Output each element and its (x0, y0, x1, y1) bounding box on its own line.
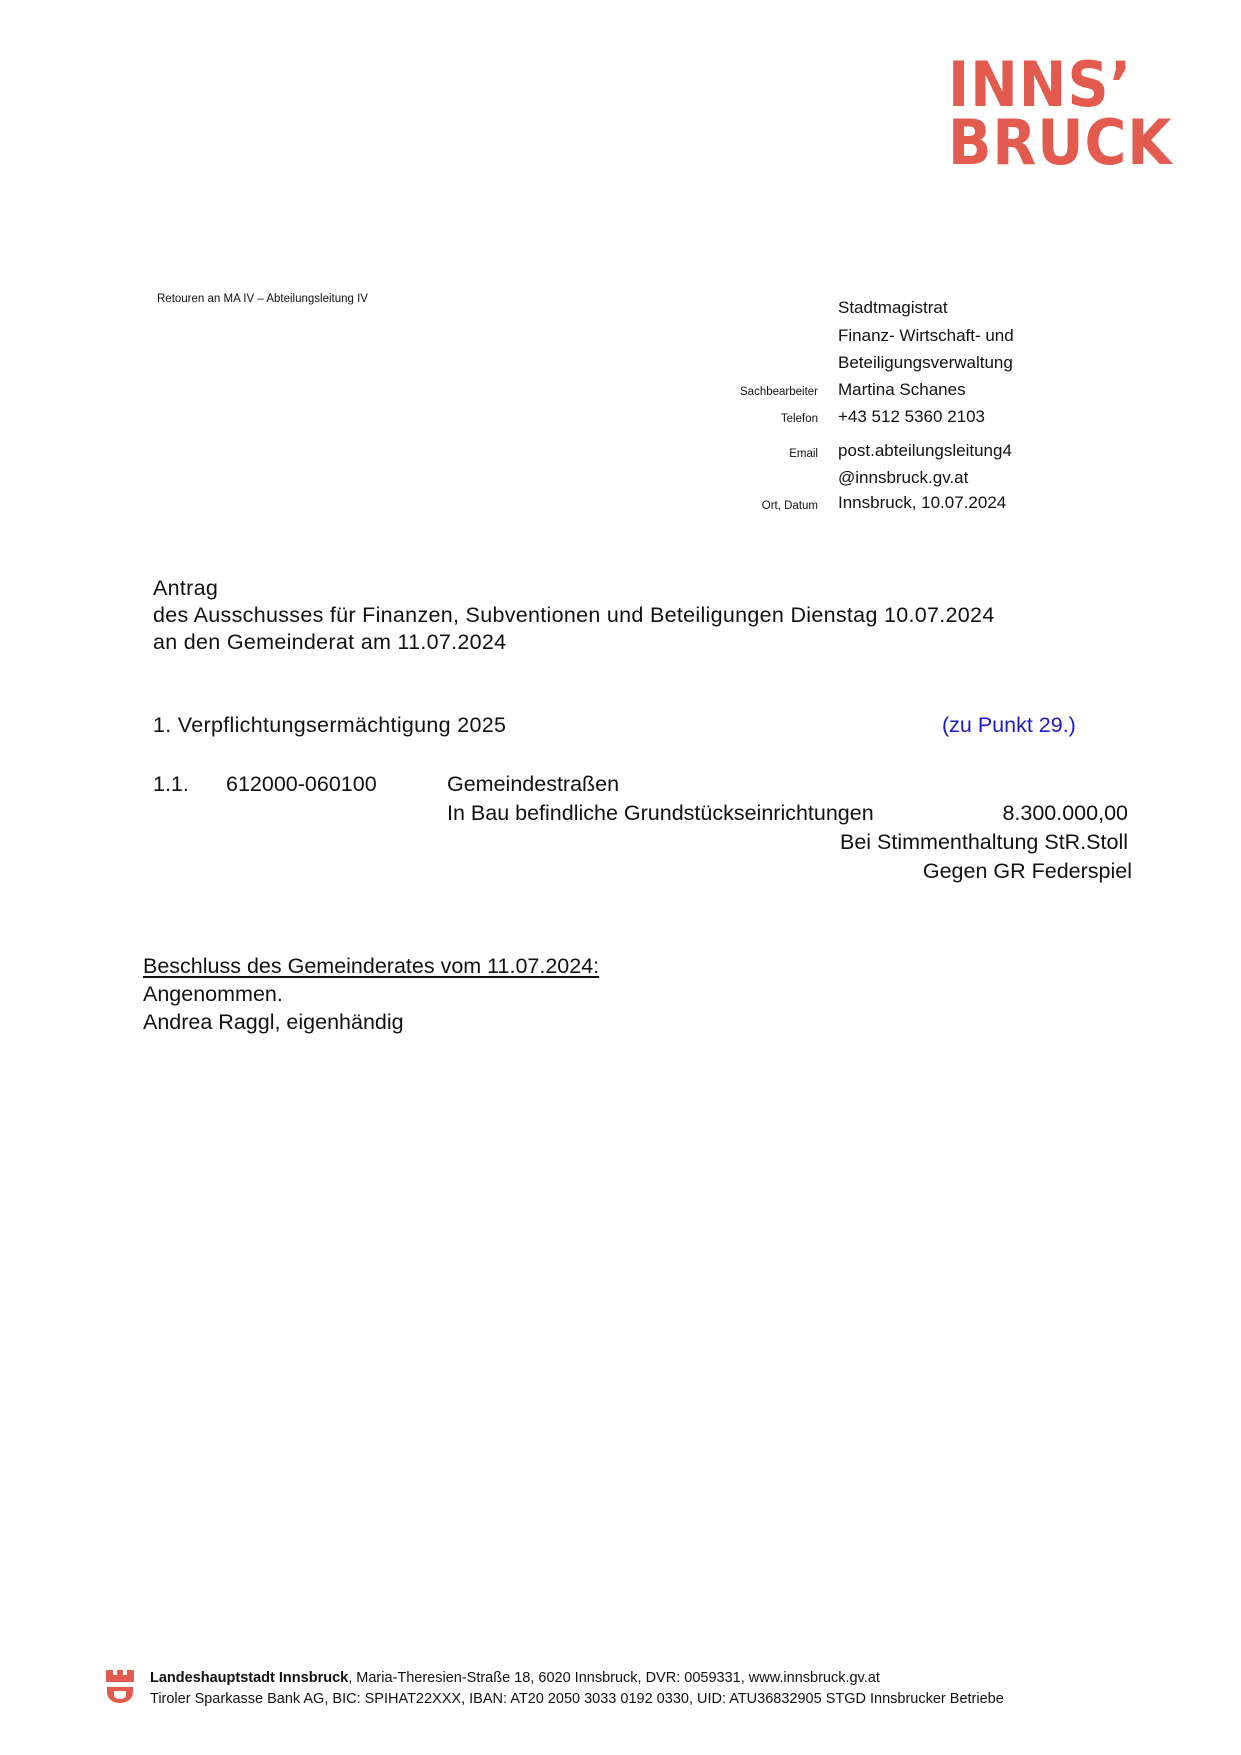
item-name: Gemeindestraßen (447, 772, 620, 796)
footer-line-1 (150, 1670, 880, 1686)
heading-line-3: an den Gemeinderat am 11.07.2024 (153, 630, 507, 654)
item-title: 1. Verpflichtungsermächtigung 2025 (153, 713, 507, 737)
email-line-2: @innsbruck.gv.at (838, 468, 969, 487)
sender-office: Stadtmagistrat (838, 298, 948, 317)
decision-title: Beschluss des Gemeinderates vom 11.07.2024: (143, 954, 600, 978)
email-label: Email (789, 448, 818, 460)
item-amount: 8.300.000,00 (1002, 801, 1128, 825)
item-number: 1.1. (153, 772, 189, 796)
clerk-name: Martina Schanes (838, 380, 966, 399)
place-date: Innsbruck, 10.07.2024 (838, 493, 1007, 512)
item-description: In Bau befindliche Grundstückseinrichtungen (447, 801, 874, 825)
phone-number: +43 512 5360 2103 (838, 407, 986, 426)
sender-department-2: Beteiligungsverwaltung (838, 353, 1013, 372)
decision-result: Angenommen. (143, 982, 283, 1006)
footer-address: , Maria-Theresien-Straße 18, 6020 Innsbruck, DVR: 0059331, www.innsbruck.gv.at (348, 1670, 880, 1686)
item-note-1: Bei Stimmenthaltung StR.Stoll (840, 830, 1128, 854)
phone-label: Telefon (780, 413, 818, 425)
return-address: Retouren an MA IV – Abteilungsleitung IV (157, 293, 368, 305)
clerk-label: Sachbearbeiter (740, 386, 818, 398)
innsbruck-logo (948, 48, 1193, 179)
footer-bank: Tiroler Sparkasse Bank AG, BIC: SPIHAT22XXX, IBAN: AT20 2050 3033 0192 0330, UID: ATU36832905 STGD Innsbrucker Betriebe (150, 1691, 1004, 1707)
item-reference: (zu Punkt 29.) (942, 713, 1076, 737)
email-line-1: post.abteilungsleitung4 (838, 441, 1012, 460)
footer-org: Landeshauptstadt Innsbruck (150, 1670, 349, 1686)
decision-signature: Andrea Raggl, eigenhändig (143, 1010, 404, 1034)
place-date-label: Ort, Datum (761, 500, 818, 512)
heading-line-1: Antrag (153, 576, 219, 600)
logo-line-2: BRUCK (948, 106, 1173, 179)
logo-line-1: INNS’ (948, 48, 1133, 121)
heading-line-2: des Ausschusses für Finanzen, Subventionen und Beteiligungen Dienstag 10.07.2024 (153, 603, 995, 627)
item-note-2: Gegen GR Federspiel (922, 859, 1132, 883)
city-crest-icon (105, 1668, 135, 1704)
sender-department-1: Finanz- Wirtschaft- und (838, 326, 1014, 345)
item-account: 612000-060100 (226, 772, 377, 796)
